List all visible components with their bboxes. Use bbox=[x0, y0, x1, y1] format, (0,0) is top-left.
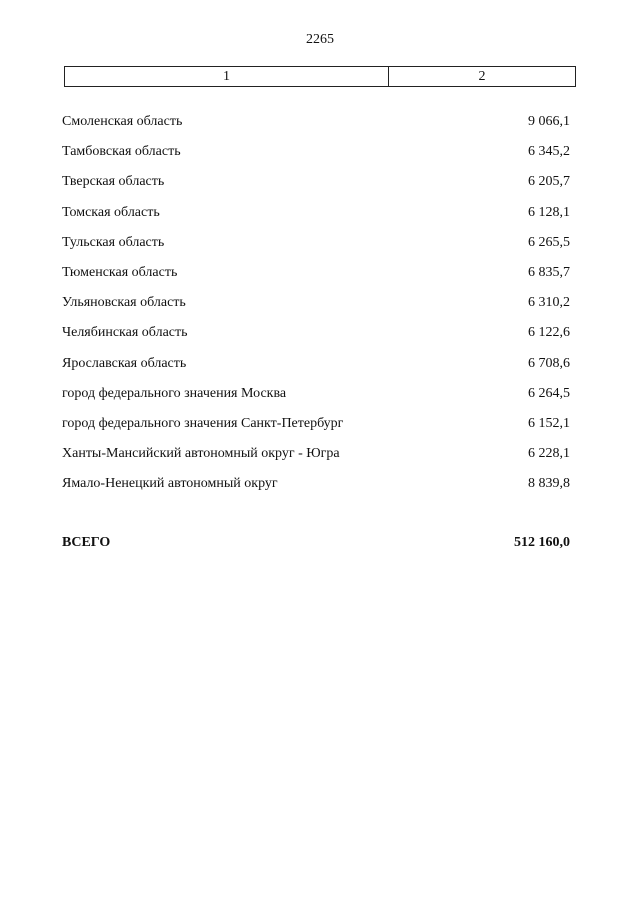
column-header-1: 1 bbox=[65, 67, 389, 86]
region-name: Смоленская область bbox=[62, 114, 183, 129]
region-value: 6 205,7 bbox=[528, 174, 570, 190]
region-name: город федерального значения Санкт-Петербург bbox=[62, 415, 344, 431]
total-value: 512 160,0 bbox=[514, 535, 570, 550]
table-row bbox=[62, 384, 570, 414]
region-value: 6 228,1 bbox=[528, 446, 570, 462]
table-row bbox=[62, 293, 570, 323]
region-value: 9 066,1 bbox=[528, 114, 570, 129]
table-row bbox=[62, 263, 570, 293]
region-name: Томская область bbox=[62, 204, 160, 220]
region-name: город федерального значения Москва bbox=[62, 385, 287, 401]
region-value: 6 128,1 bbox=[528, 204, 570, 220]
region-name: Тюменская область bbox=[62, 264, 178, 280]
region-name: Тверская область bbox=[62, 174, 165, 190]
table-row bbox=[62, 142, 570, 172]
table-row bbox=[62, 444, 570, 474]
region-name: Челябинская область bbox=[62, 325, 188, 341]
region-value: 6 122,6 bbox=[528, 325, 570, 341]
total-label: ВСЕГО bbox=[62, 535, 111, 550]
page-number: 2265 bbox=[306, 32, 334, 47]
region-name: Ярославская область bbox=[62, 355, 187, 371]
region-value: 6 265,5 bbox=[528, 234, 570, 250]
total-row bbox=[62, 535, 570, 551]
column-header-table bbox=[64, 66, 576, 87]
region-name: Тульская область bbox=[62, 234, 165, 250]
table-row bbox=[62, 414, 570, 444]
region-name: Ямало-Ненецкий автономный округ bbox=[62, 476, 278, 492]
region-value: 6 345,2 bbox=[528, 144, 570, 160]
region-list bbox=[62, 112, 570, 504]
region-value: 6 835,7 bbox=[528, 264, 570, 280]
table-row bbox=[62, 112, 570, 142]
table-row bbox=[62, 474, 570, 504]
region-name: Ханты-Мансийский автономный округ - Югра bbox=[62, 446, 340, 462]
region-value: 6 152,1 bbox=[528, 415, 570, 431]
region-name: Ульяновская область bbox=[62, 295, 186, 311]
region-value: 8 839,8 bbox=[528, 476, 570, 492]
table-row bbox=[62, 354, 570, 384]
region-name: Тамбовская область bbox=[62, 144, 181, 160]
table-row bbox=[62, 172, 570, 202]
region-value: 6 708,6 bbox=[528, 355, 570, 371]
column-header-2: 2 bbox=[478, 68, 486, 84]
table-row bbox=[62, 203, 570, 233]
table-row bbox=[62, 323, 570, 353]
region-value: 6 264,5 bbox=[528, 385, 570, 401]
region-value: 6 310,2 bbox=[528, 295, 570, 311]
table-row bbox=[62, 233, 570, 263]
